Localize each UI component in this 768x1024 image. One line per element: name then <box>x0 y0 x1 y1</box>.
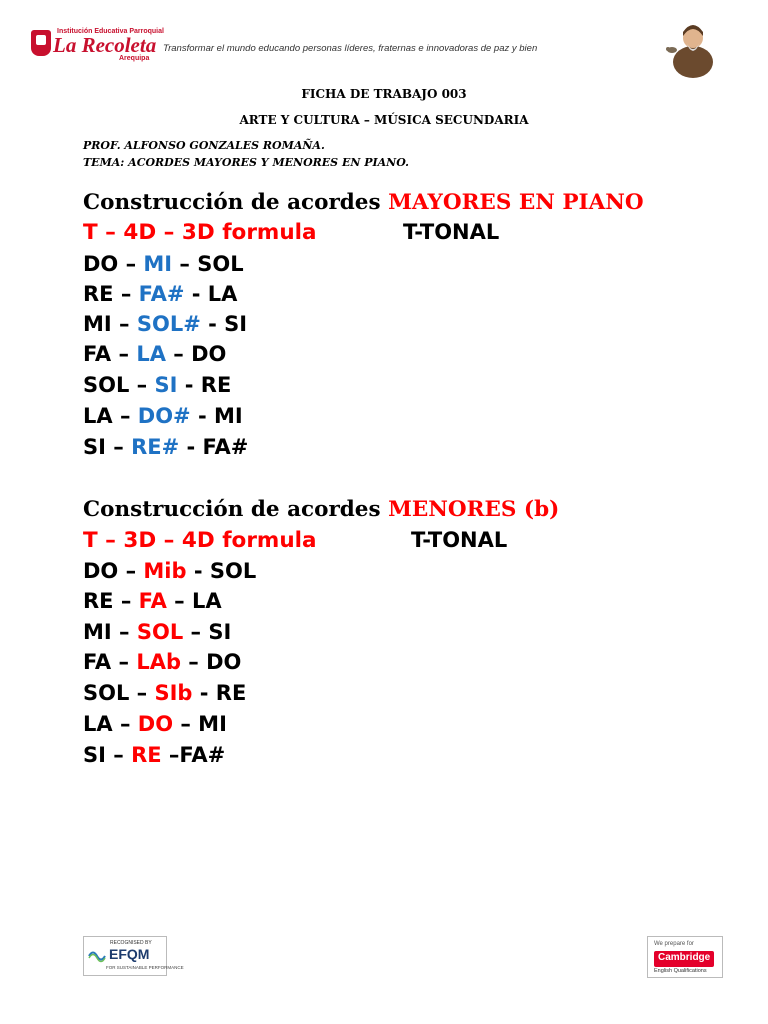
efqm-sub-text: FOR SUSTAINABLE PERFORMANCE <box>106 965 184 970</box>
professor-name: PROF. ALFONSO GONZALES ROMAÑA. <box>83 139 325 152</box>
chord-fifth: - RE <box>177 373 232 397</box>
chord-third: SIb <box>154 681 193 705</box>
chord-root: SI – <box>83 435 132 459</box>
minor-heading-highlight: MENORES (b) <box>388 497 560 522</box>
major-chord-row <box>83 437 248 458</box>
chord-third: DO <box>137 712 174 736</box>
chord-root: RE – <box>83 589 139 613</box>
major-heading <box>83 192 644 214</box>
chord-third: Mib <box>143 559 187 583</box>
chord-third: SOL# <box>136 312 201 336</box>
chord-root: DO – <box>83 252 144 276</box>
major-chord-row <box>83 406 243 427</box>
logo-top-text: Institución Educativa Parroquial <box>57 28 164 35</box>
chord-fifth: – DO <box>180 650 242 674</box>
chord-root: FA – <box>83 342 137 366</box>
chord-root: FA – <box>83 650 137 674</box>
cambridge-badge <box>647 936 723 978</box>
major-chord-row <box>83 254 244 275</box>
chord-fifth: – SOL <box>172 252 244 276</box>
chord-fifth: - FA# <box>179 435 249 459</box>
worksheet-title: FICHA DE TRABAJO 003 <box>301 87 467 101</box>
chord-root: LA – <box>83 404 138 428</box>
chord-root: MI – <box>83 620 137 644</box>
minor-tonal-label: T-TONAL <box>411 528 508 552</box>
minor-chord-row <box>83 683 246 704</box>
minor-chord-row <box>83 714 227 735</box>
chord-fifth: –FA# <box>161 743 226 767</box>
chord-fifth: - RE <box>192 681 247 705</box>
efqm-recognised-text: RECOGNISED BY <box>110 940 152 946</box>
chord-root: SI – <box>83 743 132 767</box>
chord-fifth: – LA <box>166 589 222 613</box>
school-motto: Transformar el mundo educando personas líderes, fraternas e innovadoras de paz y bien <box>163 43 538 54</box>
major-formula: T – 4D – 3D formula <box>83 220 317 245</box>
cambridge-name: Cambridge <box>658 952 711 963</box>
logo-name: La Recoleta <box>53 33 157 57</box>
major-tonal-label: T-TONAL <box>403 220 500 244</box>
chord-root: RE – <box>83 282 139 306</box>
chord-third: FA# <box>138 282 185 306</box>
worksheet-subtitle: ARTE Y CULTURA – MÚSICA SECUNDARIA <box>239 113 529 127</box>
minor-chord-row <box>83 622 231 643</box>
efqm-logo-icon <box>88 949 106 963</box>
chord-fifth: - LA <box>184 282 238 306</box>
chord-fifth: – MI <box>173 712 227 736</box>
minor-heading <box>83 499 559 521</box>
saint-figure-icon <box>659 16 721 78</box>
chord-third: MI <box>143 252 173 276</box>
chord-root: DO – <box>83 559 144 583</box>
cambridge-sub-text: English Qualifications <box>654 968 707 974</box>
chord-third: LAb <box>136 650 181 674</box>
chord-third: SI <box>154 373 178 397</box>
school-logo <box>27 28 164 66</box>
chord-root: SOL – <box>83 681 155 705</box>
efqm-badge <box>83 936 184 976</box>
chord-third: FA <box>138 589 167 613</box>
chord-root: LA – <box>83 712 138 736</box>
chord-third: SOL <box>136 620 184 644</box>
major-chord-row <box>83 284 237 305</box>
chord-third: RE <box>131 743 162 767</box>
topic-line: TEMA: ACORDES MAYORES Y MENORES EN PIANO. <box>83 156 409 169</box>
chord-fifth: – DO <box>165 342 227 366</box>
chord-fifth: – SI <box>183 620 232 644</box>
chord-third: DO# <box>137 404 191 428</box>
chord-third: RE# <box>131 435 180 459</box>
chord-fifth: - SOL <box>186 559 257 583</box>
minor-chord-row <box>83 745 225 766</box>
minor-chord-row <box>83 591 222 612</box>
minor-chord-row <box>83 652 241 673</box>
efqm-name: EFQM <box>109 946 150 962</box>
minor-formula: T – 3D – 4D formula <box>83 528 317 553</box>
major-heading-text: Construcción de acordes <box>83 190 389 215</box>
chord-root: MI – <box>83 312 137 336</box>
major-chord-row <box>83 314 247 335</box>
cambridge-top-text: We prepare for <box>654 941 694 947</box>
chord-fifth: - MI <box>190 404 243 428</box>
major-heading-highlight: MAYORES EN PIANO <box>388 190 644 215</box>
chord-root: SOL – <box>83 373 155 397</box>
school-shield-icon <box>31 30 51 56</box>
logo-sub-text: Arequipa <box>119 55 150 62</box>
minor-chord-row <box>83 561 256 582</box>
chord-third: LA <box>136 342 166 366</box>
major-chord-row <box>83 344 226 365</box>
chord-fifth: - SI <box>200 312 248 336</box>
major-chord-row <box>83 375 231 396</box>
minor-heading-text: Construcción de acordes <box>83 497 389 522</box>
